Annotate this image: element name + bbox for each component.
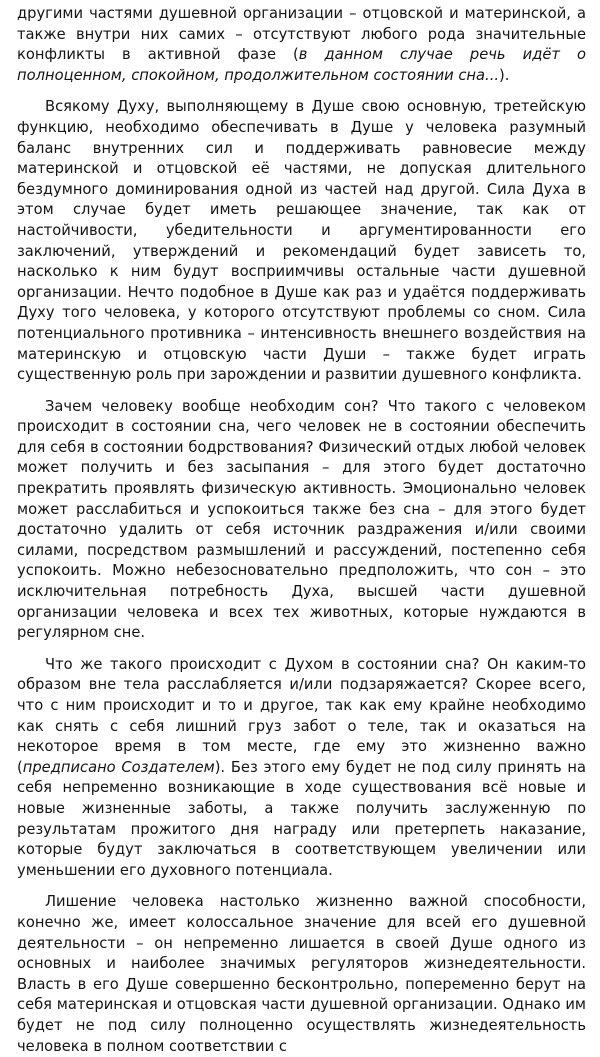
paragraph-4-text-b: ). Без этого ему будет не под силу принять на себя непременно возникающие в ходе существования всё новые и новые жизненные заботы, а также получить заслуженную по результатам прожитого дня награду или претерпеть наказание, которые будут заключаться в соответствующем увеличении или уменьшении его духовного потенциала. <box>17 758 586 879</box>
paragraph-2 <box>17 97 586 385</box>
paragraph-1-text-b: ). <box>499 66 510 84</box>
paragraph-5-text: Лишение человека настолько жизненно важной способности, конечно же, имеет колоссальное значение для всей его душевной деятельности – он непременно лишается в своей Душе одного из основных и наиболее значимых регуляторов жизнедеятельности. Власть в его Душе совершенно бесконтрольно, попеременно берут на себя материнская и отцовская части душевной организации. Однако им будет не под силу полноценно осуществлять жизнедеятельность человека в полном соответствии с <box>17 893 586 1055</box>
paragraph-1 <box>17 4 586 86</box>
paragraph-4 <box>17 655 586 882</box>
paragraph-4-text-a: Что же такого происходит с Духом в состоянии сна? Он каким-то образом вне тела расслабляется и/или подзаряжается? Скорее всего, что с ним происходит и то и другое, так как ему крайне необходимо как снять с себя лишний груз забот о теле, так и оказаться на некоторое время в том месте, где ему это жизненно важно ( <box>17 655 586 776</box>
paragraph-4-italic: предписано Создателем <box>22 758 215 776</box>
paragraph-1-text-a: другими частями душевной организации – отцовской и материнской, а также внутри них самих – отсутствуют любого рода значительные конфликты в активной фазе ( <box>17 5 586 64</box>
paragraph-2-text: Всякому Духу, выполняющему в Душе свою основную, третейскую функцию, необходимо обеспечивать в Душе у человека разумный баланс внутренних сил и поддерживать равновесие между материнской и отцовской её частями, не допуская длительного бездумного доминирования одной из частей над другой. Сила Духа в этом случае будет иметь решающее значение, так как от настойчивости, убедительности и аргументированности его заключений, утверждений и рекомендаций будет зависеть то, насколько к ним будут восприимчивы остальные части душевной организации. Нечто подобное в Душе как раз и удаётся поддерживать Духу того человека, у которого отсутствуют проблемы со сном. Сила потенциального противника – интенсивность внешнего воздействия на материнскую и отцовскую части Души – также будет играть существенную роль при зарождении и развитии душевного конфликта. <box>17 98 586 384</box>
paragraph-3-text: Зачем человеку вообще необходим сон? Что такого с человеком происходит в состоянии сна, чего человек не в состоянии обеспечить для себя в состоянии бодрствования? Физический отдых любой человек может получить и без засыпания – для этого будет достаточно прекратить проявлять физическую активность. Эмоционально человек может расслабиться и успокоиться также без сна – для этого будет достаточно удалить от себя источник раздражения и/или своими силами, посредством размышлений и рассуждений, постепенно себя успокоить. Можно небезосновательно предположить, что сон – это исключительная потребность Духа, высшей части душевной организации человека и всех тех животных, которые нуждаются в регулярном сне. <box>17 397 586 642</box>
paragraph-3 <box>17 397 586 644</box>
paragraph-5 <box>17 892 586 1057</box>
paragraph-1-italic: в данном случае речь идёт о полноценном, спокойном, продолжительном состоянии сна... <box>17 46 586 84</box>
